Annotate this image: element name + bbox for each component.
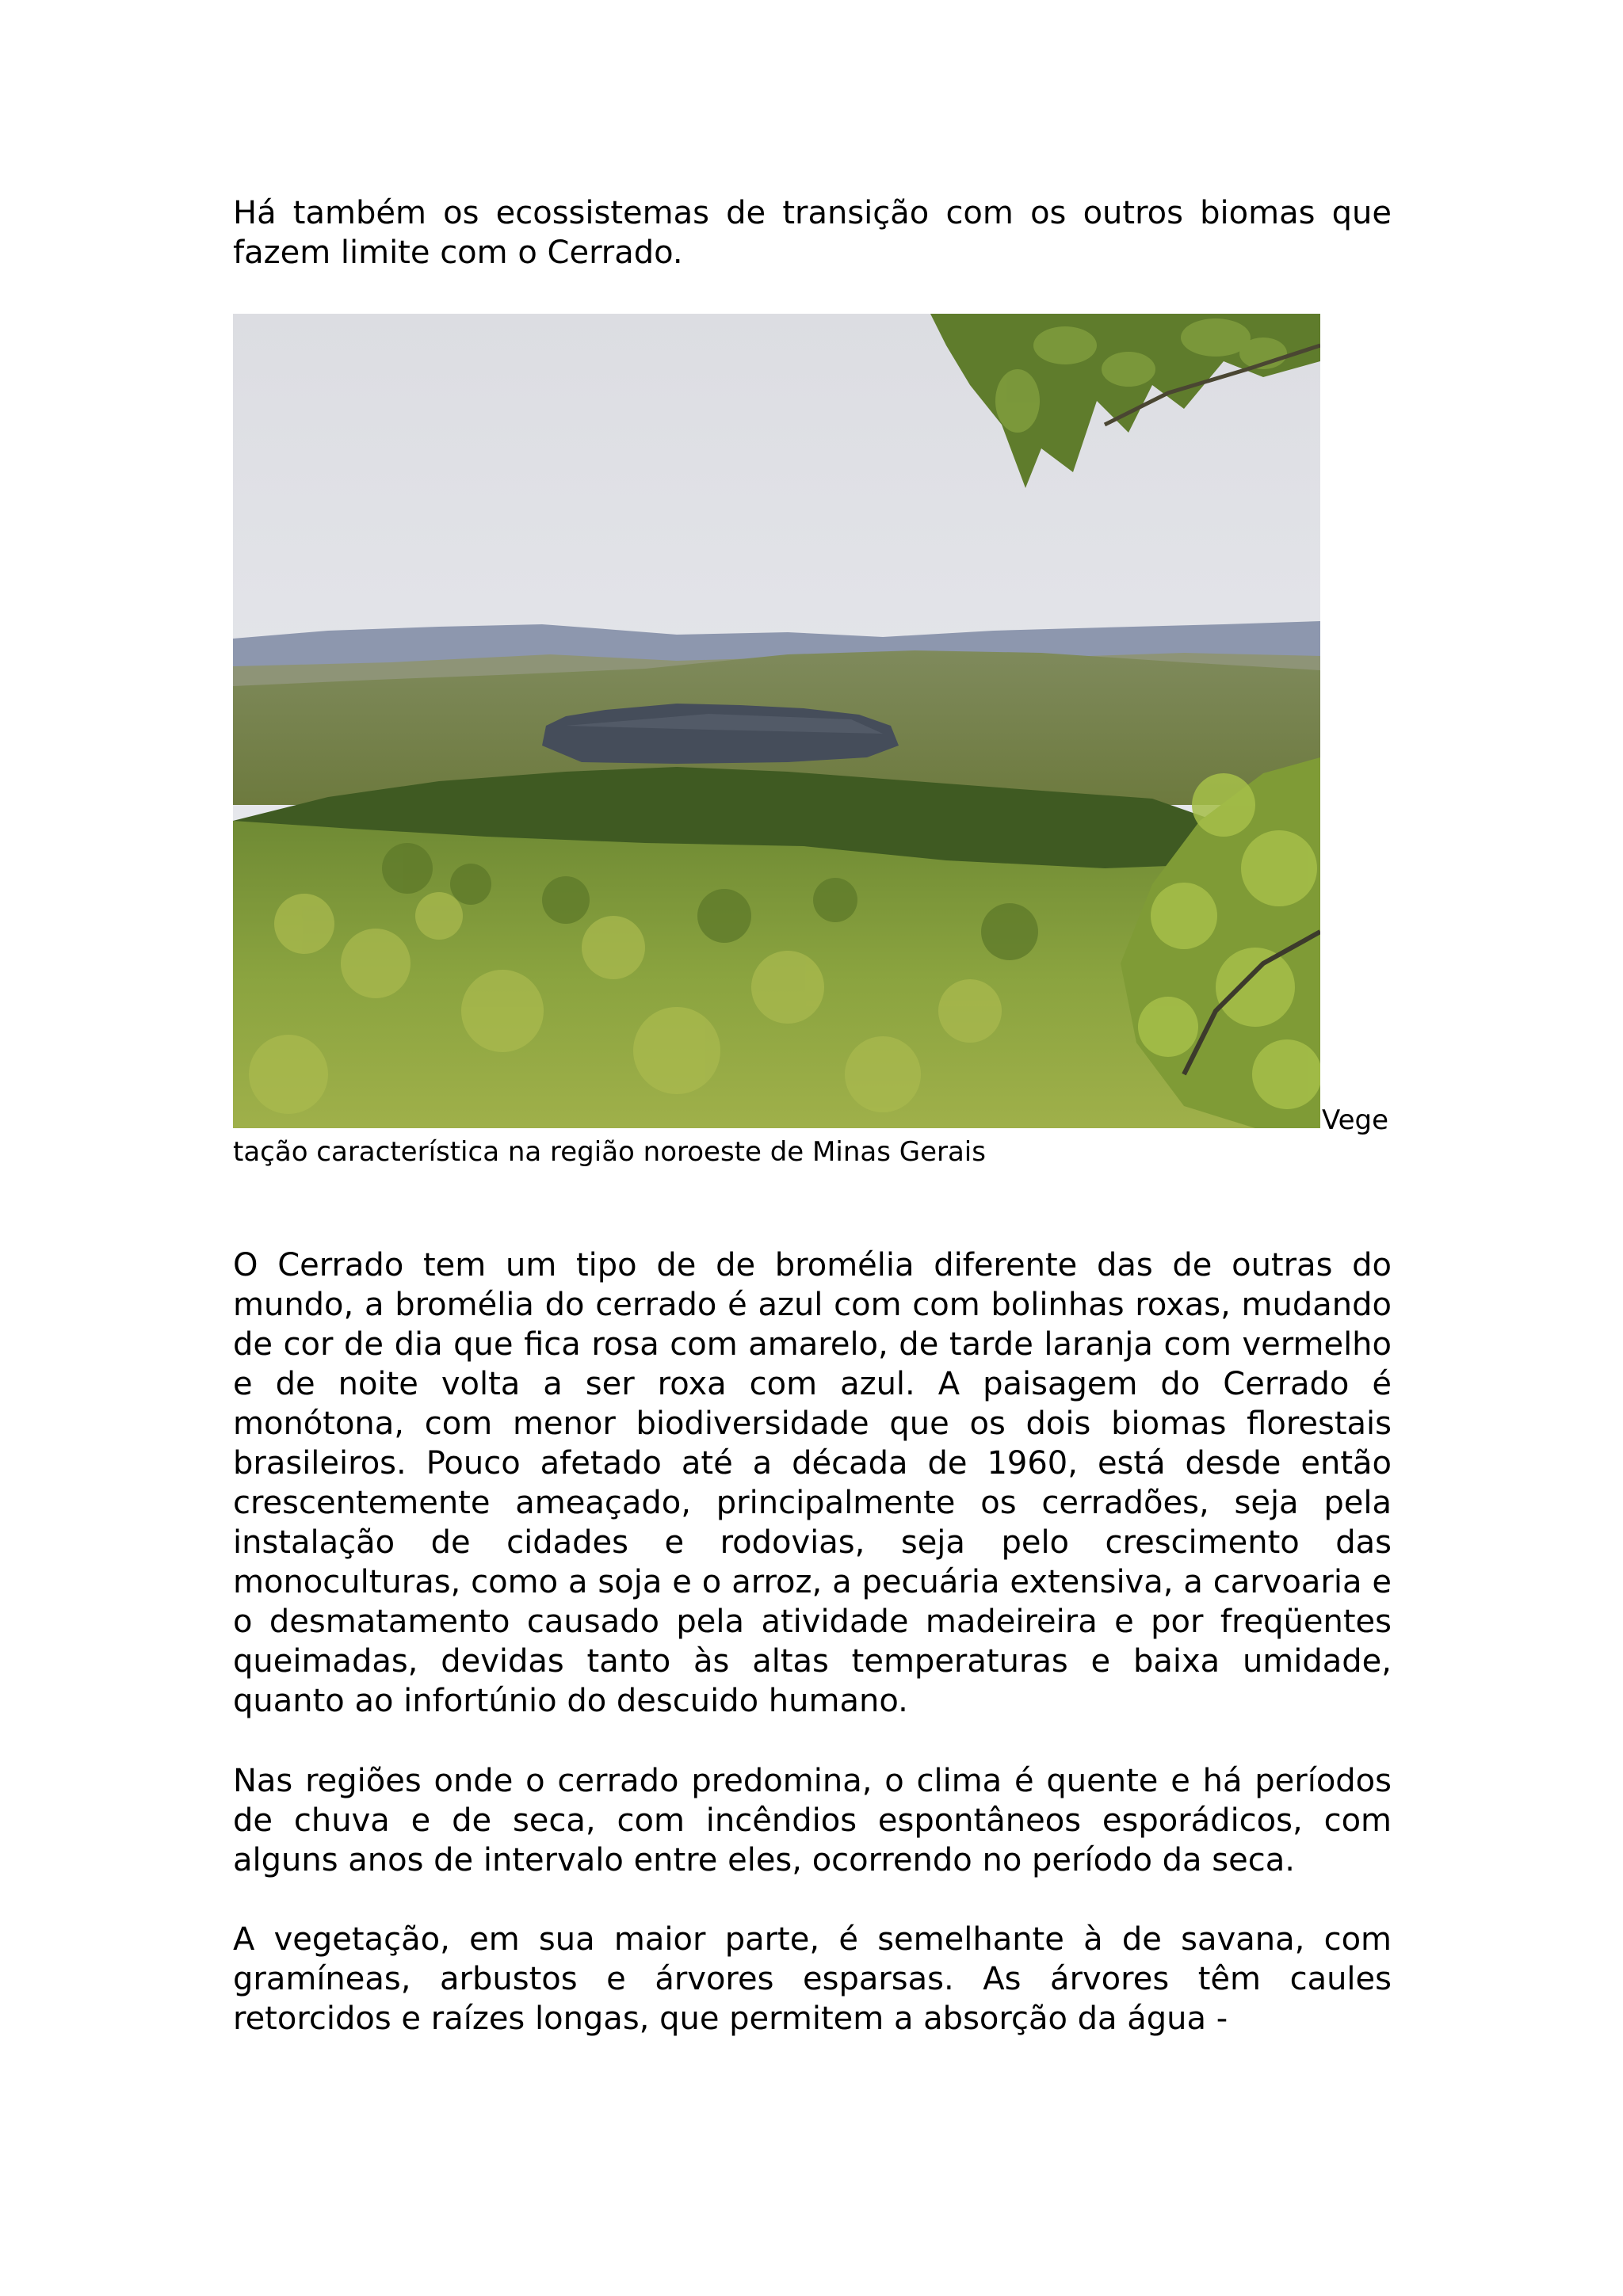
photo-caption-end: tação característica na região noroeste de Minas Gerais (233, 1136, 986, 1168)
paragraph-cerrado: O Cerrado tem um tipo de de bromélia diferente das de outras do mundo, a bromélia do cerrado é azul com com bolinhas roxas, mudando de cor de dia que fica rosa com amarelo, de tarde laranja com vermelho e de noite volta a ser roxa com azul. A paisagem do Cerrado é monótona, com menor biodiversidade que os dois biomas florestais brasileiros. Pouco afetado até a década de 1960, está desde então crescentemente ameaçado, principalmente os cerradões, seja pela instalação de cidades e rodovias, seja pelo crescimento das monoculturas, como a soja e o arroz, a pecuária extensiva, a carvoaria e o desmatamento causado pela atividade madeireira e por freqüentes queimadas, devidas tanto às altas temperaturas e baixa umidade, quanto ao infortúnio do descuido humano. (233, 1247, 1392, 1719)
landscape-photo (233, 314, 1320, 1128)
paragraph-intro: Há também os ecossistemas de transição com os outros biomas que fazem limite com o Cerrado. (233, 195, 1392, 271)
photo-caption-start: Vege (1322, 1104, 1389, 1136)
paragraph-clima: Nas regiões onde o cerrado predomina, o clima é quente e há períodos de chuva e de seca, com incêndios espontâneos esporádicos, com alguns anos de intervalo entre eles, ocorrendo no período da seca. (233, 1763, 1392, 1878)
paragraph-vegetacao: A vegetação, em sua maior parte, é semelhante à de savana, com gramíneas, arbustos e árvores esparsas. As árvores têm caules retorcidos e raízes longas, que permitem a absorção da água - (233, 1921, 1392, 2037)
